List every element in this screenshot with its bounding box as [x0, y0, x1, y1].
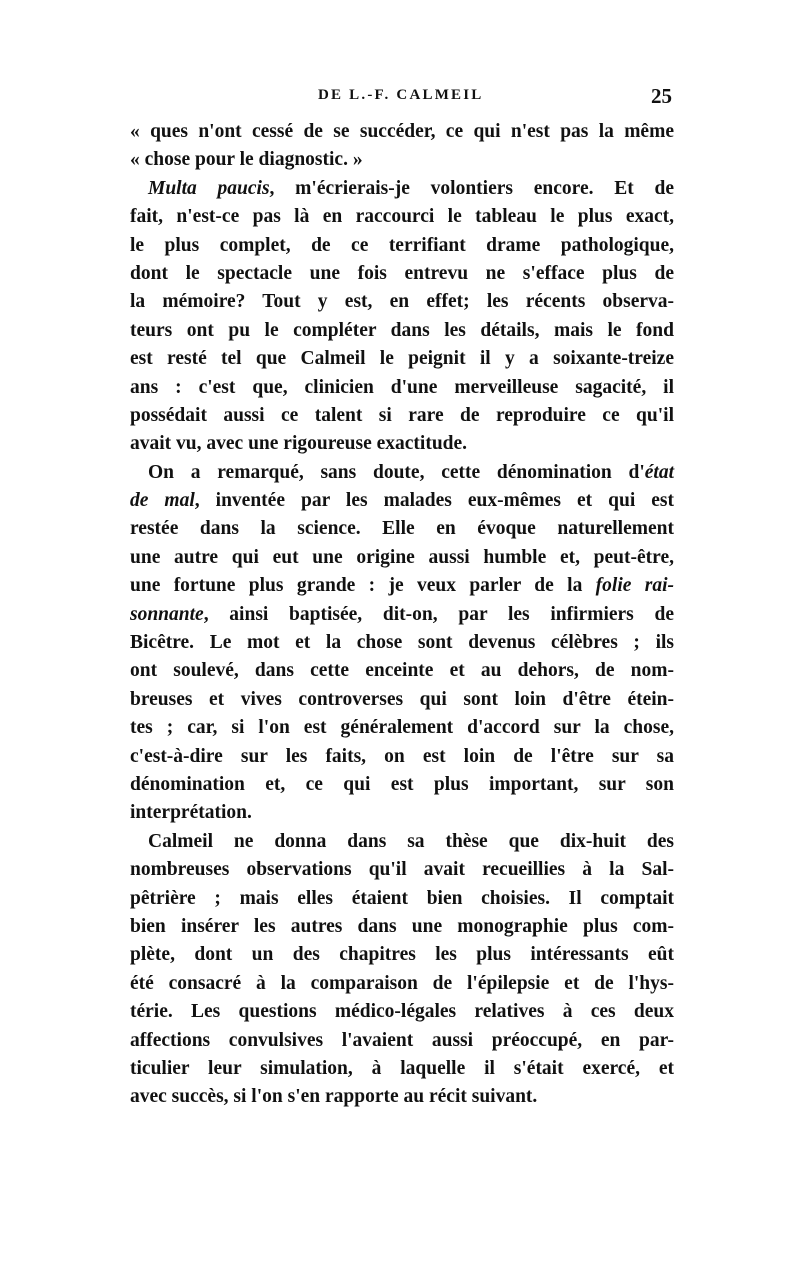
text-line: avait vu, avec une rigoureuse exactitude.	[130, 433, 468, 455]
text-line: bien insérer les autres dans une monographie plus com-	[130, 915, 674, 937]
text-line: dont le spectacle une fois entrevu ne s'efface plus de	[130, 262, 674, 284]
paragraph	[130, 828, 674, 1112]
text-line: le plus complet, de ce terrifiant drame pathologique,	[130, 234, 674, 256]
text-line: de mal, inventée par les malades eux-mêmes et qui est	[130, 490, 675, 512]
page-header	[130, 84, 674, 112]
page-number: 25	[651, 84, 672, 108]
paragraph	[130, 175, 674, 459]
text-line: est resté tel que Calmeil le peignit il y a soixante-treize	[130, 348, 674, 370]
text-line: une autre qui eut une origine aussi humble et, peut-être,	[130, 546, 674, 568]
body-text	[130, 118, 674, 1112]
text-line: c'est-à-dire sur les faits, on est loin de l'être sur sa	[130, 745, 674, 767]
text-line: avec succès, si l'on s'en rapporte au récit suivant.	[130, 1086, 538, 1108]
text-line: ans : c'est que, clinicien d'une merveilleuse sagacité, il	[130, 376, 674, 398]
text-line: ont soulevé, dans cette enceinte et au dehors, de nom-	[130, 660, 674, 682]
text-line: tes ; car, si l'on est généralement d'accord sur la chose,	[130, 717, 674, 739]
text-line: breuses et vives controverses qui sont loin d'être étein-	[130, 688, 674, 710]
text-line: ticulier leur simulation, à laquelle il s'était exercé, et	[130, 1057, 674, 1079]
text-line: une fortune plus grande : je veux parler de la folie rai-	[130, 575, 675, 597]
text-line: térie. Les questions médico-légales relatives à ces deux	[130, 1001, 674, 1023]
text-line: teurs ont pu le compléter dans les détails, mais le fond	[130, 319, 674, 341]
text-line: plète, dont un des chapitres les plus intéressants eût	[130, 944, 674, 966]
paragraph	[130, 459, 674, 828]
text-line: pêtrière ; mais elles étaient bien choisies. Il comptait	[130, 887, 674, 909]
text-line: interprétation.	[130, 802, 252, 824]
text-line: Multa paucis, m'écrierais-je volontiers encore. Et de	[148, 177, 674, 199]
text-line: fait, n'est-ce pas là en raccourci le tableau le plus exact,	[130, 206, 674, 228]
text-line: été consacré à la comparaison de l'épilepsie et de l'hys-	[130, 972, 674, 994]
text-line: affections convulsives l'avaient aussi préoccupé, en par-	[130, 1029, 674, 1051]
text-line: « ques n'ont cessé de se succéder, ce qui n'est pas la même	[130, 121, 674, 142]
text-line: On a remarqué, sans doute, cette dénomination d'état	[148, 461, 674, 483]
text-line: Calmeil ne donna dans sa thèse que dix-huit des	[148, 830, 674, 852]
text-line: possédait aussi ce talent si rare de reproduire ce qu'il	[130, 404, 674, 426]
text-line: sonnante, ainsi baptisée, dit-on, par les infirmiers de	[130, 603, 674, 625]
paragraph	[130, 118, 674, 175]
running-head: DE L.-F. CALMEIL	[318, 87, 484, 103]
text-line: dénomination et, ce qui est plus important, sur son	[130, 773, 674, 795]
text-line: restée dans la science. Elle en évoque naturellement	[130, 518, 674, 540]
text-line: nombreuses observations qu'il avait recueillies à la Sal-	[130, 859, 674, 881]
text-line: Bicêtre. Le mot et la chose sont devenus célèbres ; ils	[130, 632, 674, 654]
text-line: la mémoire? Tout y est, en effet; les récents observa-	[130, 291, 674, 313]
text-line: « chose pour le diagnostic. »	[130, 149, 363, 171]
